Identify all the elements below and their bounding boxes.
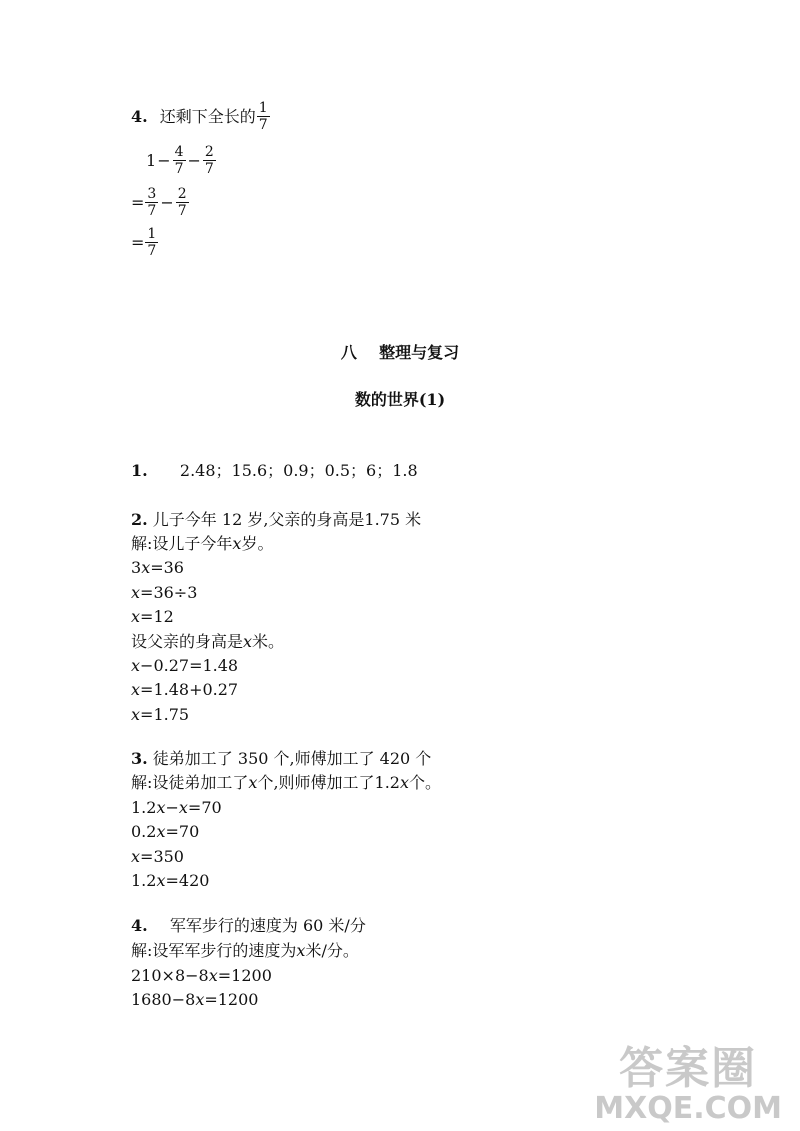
watermark-logo	[594, 1045, 782, 1125]
prev-calc-line-1: 1 − $\frac{4}{7}$ − $\frac{2}{7}$	[146, 144, 214, 177]
question-3-solution	[131, 773, 441, 896]
solution-line: 1.2x−x=70	[131, 797, 222, 817]
prev-question-text: 还剩下全长的	[159, 106, 256, 126]
question-1-number: 1.	[131, 461, 148, 480]
question-2-solution	[131, 534, 284, 729]
prev-question	[131, 100, 271, 133]
question-4-number: 4.	[131, 916, 148, 935]
question-4-answer: 军军步行的速度为 60 米/分	[169, 916, 366, 935]
solution-line: 0.2x=70	[131, 822, 200, 842]
solution-line: x=36÷3	[131, 582, 198, 602]
fraction: $\frac{2}{7}$	[177, 186, 187, 219]
solution-line: 1680−8x=1200	[131, 990, 259, 1010]
question-3-header	[131, 749, 431, 769]
solution-line: 设父亲的身高是x米。	[131, 631, 285, 651]
solution-line: x−0.27=1.48	[131, 655, 239, 675]
question-3-number: 3.	[131, 749, 148, 768]
chapter-title: 八 整理与复习	[340, 343, 460, 362]
solution-line: 解:设军军步行的速度为x米/分。	[131, 941, 359, 960]
fraction: $\frac{4}{7}$	[174, 144, 184, 177]
solution-line: 1.2x=420	[131, 871, 210, 891]
fraction: $\frac{3}{7}$	[147, 186, 157, 219]
solution-line: x=12	[131, 607, 174, 627]
question-2-answer: 儿子今年 12 岁,父亲的身高是1.75 米	[152, 510, 422, 529]
solution-line: x=350	[131, 846, 184, 866]
solution-line: x=1.48+0.27	[131, 680, 239, 700]
question-3-answer: 徒弟加工了 350 个,师傅加工了 420 个	[152, 749, 432, 768]
prev-question-number: 4.	[131, 106, 148, 126]
question-4-header	[131, 916, 366, 936]
prev-calc-line-2: = $\frac{3}{7}$ − $\frac{2}{7}$	[131, 186, 187, 219]
solution-line: 210×8−8x=1200	[131, 965, 272, 985]
solution-line: x=1.75	[131, 704, 190, 724]
fraction: $\frac{2}{7}$	[204, 144, 214, 177]
fraction: $\frac{1}{7}$	[147, 226, 157, 259]
question-2-number: 2.	[131, 510, 148, 529]
solution-line: 解:设徒弟加工了x个,则师傅加工了1.2x个。	[131, 773, 442, 792]
question-1-answer: 2.48；15.6；0.9；0.5；6；1.8	[179, 461, 418, 480]
watermark-top-text: 答案圈	[619, 1043, 758, 1094]
prev-calc-line-3: = $\frac{1}{7}$	[131, 226, 157, 259]
watermark-bottom-text: MXQE.COM	[594, 1091, 782, 1126]
solution-line: 3x=36	[131, 558, 184, 578]
question-2-header	[131, 510, 421, 530]
section-title: 数的世界(1)	[354, 390, 446, 409]
solution-line: 解:设儿子今年x岁。	[131, 534, 274, 553]
question-1	[131, 461, 418, 481]
prev-question-fraction: $\frac{1}{7}$	[258, 100, 268, 133]
question-4-solution	[131, 941, 359, 1015]
